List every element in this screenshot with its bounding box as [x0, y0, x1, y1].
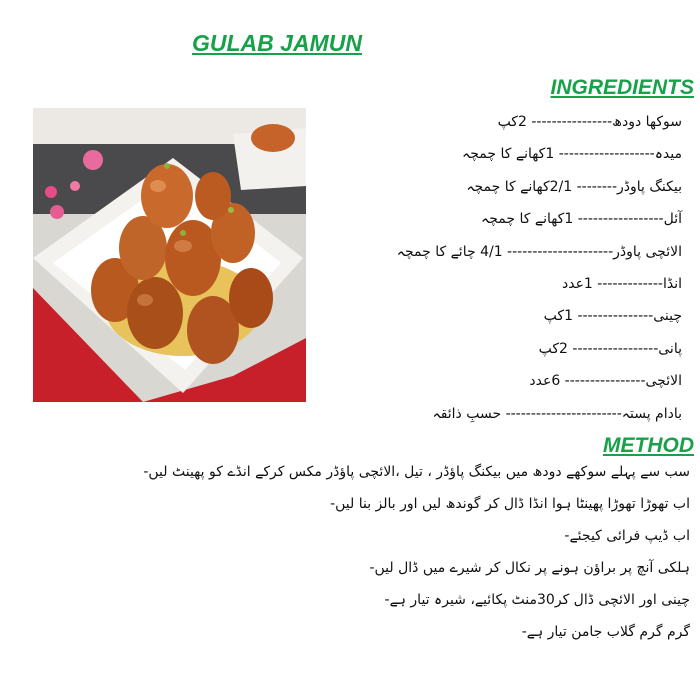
ingredient-line: پانی----------------- 2کپ [538, 340, 682, 357]
ingredient-line: سوکھا دودھ---------------- 2کپ [497, 114, 682, 130]
method-step: گرم گرم گلاب جامن تیار ہے- [521, 624, 690, 640]
method-step: سب سے پہلے سوکھے دودھ میں بیکنگ پاؤڈر ، تیل ،الائچی پاؤڈر مکس کرکے انڈے کو پھینٹ لیں- [143, 464, 690, 480]
ingredient-line: میدہ------------------- 1کھانے کا چمچہ [462, 146, 682, 163]
ingredient-line: بادام پستہ----------------------- حسبِ ذائقہ [432, 405, 682, 422]
ingredient-line: الائچی پاوڈر--------------------- 4/1 چائے کا چمچہ [396, 243, 682, 260]
ingredient-line: آئل----------------- 1کھانے کا چمچہ [481, 211, 682, 228]
method-step: اب تھوڑا تھوڑا پھینٹا ہوا انڈا ڈال کر گوندھ لیں اور بالز بنا لیں- [330, 496, 690, 512]
gulab-jamun-photo [33, 108, 306, 402]
recipe-title: GULAB JAMUN [192, 30, 362, 56]
ingredient-line: چینی--------------- 1کپ [543, 308, 682, 325]
ingredients-list [362, 110, 682, 434]
method-step: اب ڈیپ فرائی کیجئے- [564, 528, 690, 544]
ingredient-line: بیکنگ پاوڈر-------- 2/1کھانے کا چمچہ [466, 178, 682, 195]
method-step: چینی اور الائچی ڈال کر30منٹ پکائیے، شیرہ تیار ہے- [384, 592, 690, 608]
ingredient-line: الائچی---------------- 6عدد [529, 373, 682, 390]
method-step: ہلکی آنچ پر براؤن ہونے پر نکال کر شیرے میں ڈال لیں- [369, 560, 690, 576]
ingredients-heading: INGREDIENTS [550, 76, 694, 99]
ingredient-line: انڈا------------- 1عدد [561, 275, 682, 292]
method-heading: METHOD [603, 434, 694, 457]
method-steps [10, 462, 690, 654]
